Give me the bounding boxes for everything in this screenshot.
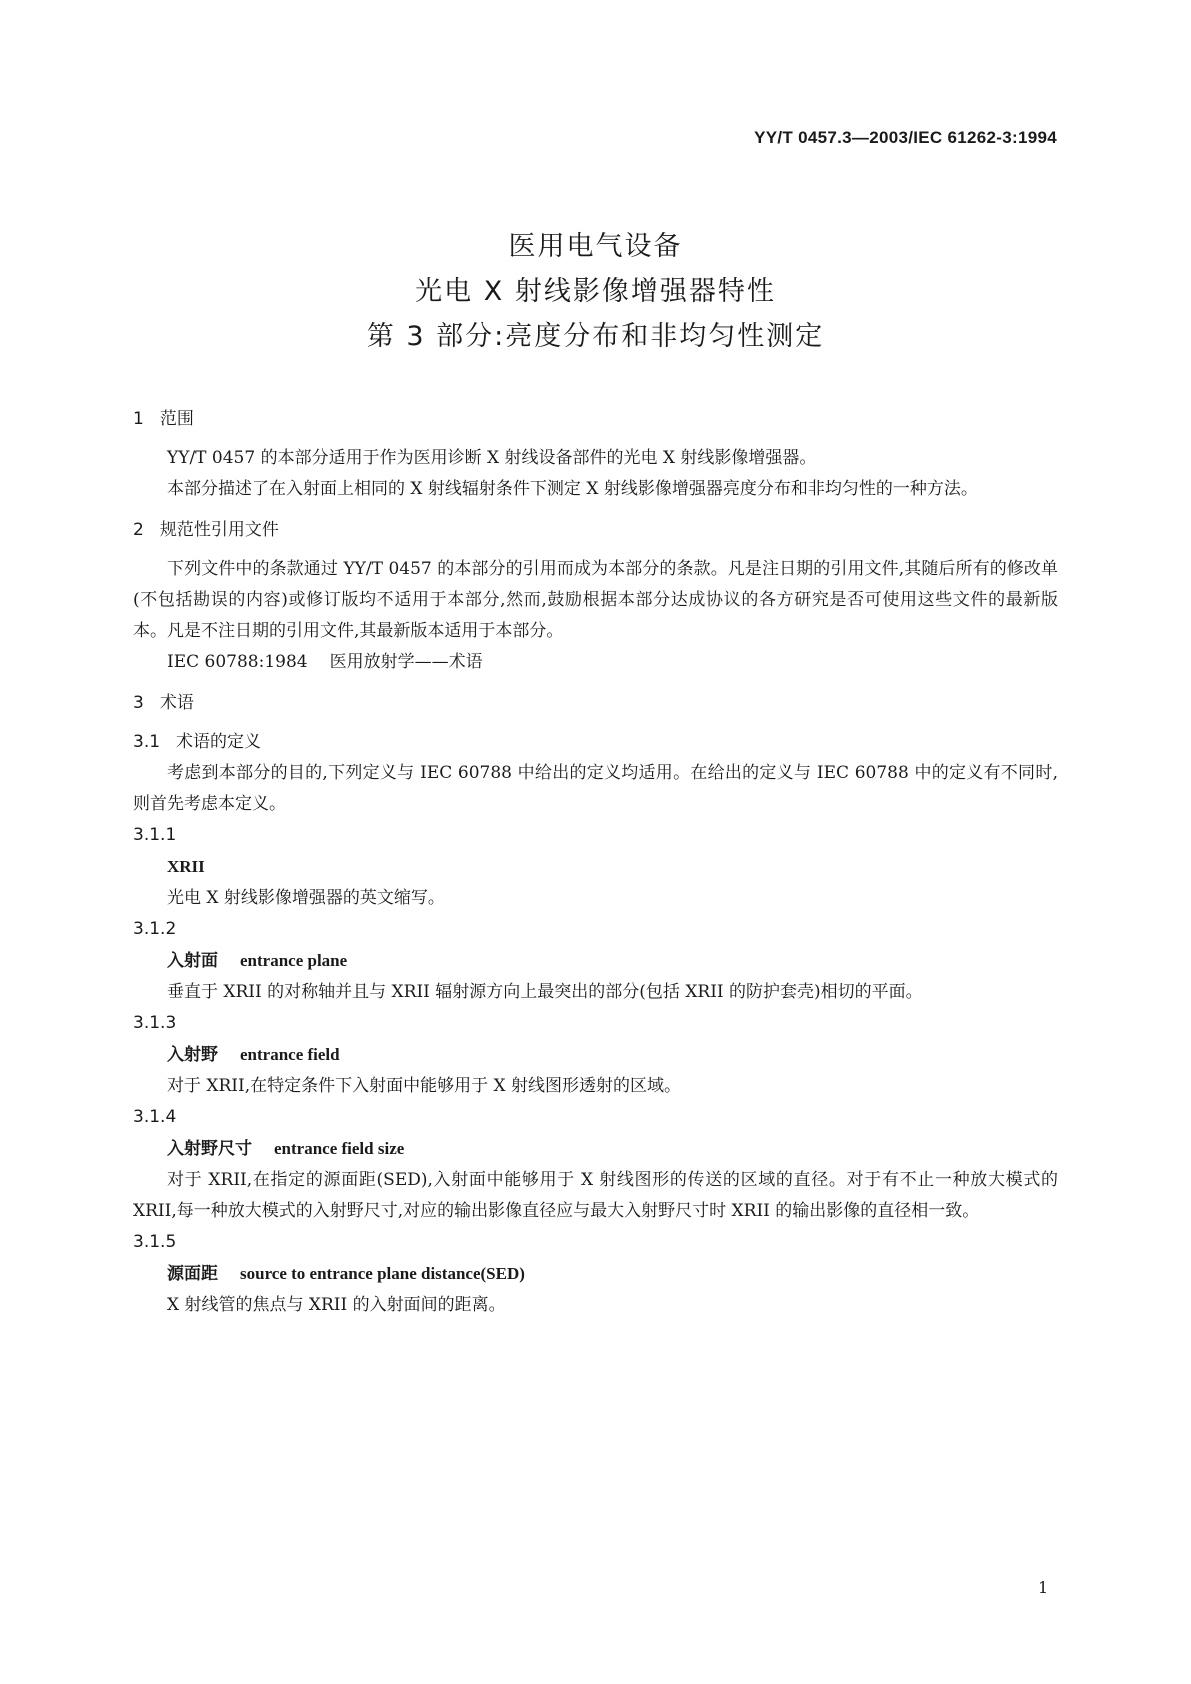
title-line-1: 医用电气设备	[508, 231, 683, 262]
reference-code: IEC 60788:1984	[167, 652, 308, 672]
section-title: 规范性引用文件	[159, 520, 279, 540]
section-number: 3	[133, 693, 144, 713]
term-english: XRII	[167, 857, 205, 876]
term-definition: 光电 X 射线影像增强器的英文缩写。	[167, 888, 445, 908]
title-line-2: 光电 X 射线影像增强器特性	[415, 276, 776, 307]
paragraph: 考虑到本部分的目的,下列定义与 IEC 60788 中给出的定义均适用。在给出的定义与 IEC 60788 中的定义有不同时,则首先考虑本定义。	[133, 763, 1058, 814]
term-chinese: 入射野尺寸	[167, 1139, 252, 1159]
term-chinese: 入射面	[167, 951, 218, 971]
term-number: 3.1.4	[133, 1107, 177, 1127]
term-number: 3.1.1	[133, 825, 177, 845]
paragraph: 下列文件中的条款通过 YY/T 0457 的本部分的引用而成为本部分的条款。凡是注日期的引用文件,其随后所有的修改单(不包括勘误的内容)或修订版均不适用于本部分,然而,鼓励根据本部分达成协议的各方研究是否可使用这些文件的最新版本。凡是不注日期的引用文件,其最新版本适用于本部分。	[133, 559, 1058, 641]
document-body	[133, 404, 1058, 1321]
term-number: 3.1.3	[133, 1013, 177, 1033]
term-definition: 对于 XRII,在指定的源面距(SED),入射面中能够用于 X 射线图形的传送的区域的直径。对于有不止一种放大模式的 XRII,每一种放大模式的入射野尺寸,对应的输出影像直径应与最大入射野尺寸时 XRII 的输出影像的直径相一致。	[133, 1170, 1058, 1221]
normative-reference	[133, 647, 1058, 678]
title-line-3: 第 3 部分:亮度分布和非均匀性测定	[366, 321, 825, 352]
term-definition: 对于 XRII,在特定条件下入射面中能够用于 X 射线图形透射的区域。	[167, 1076, 682, 1096]
term-heading	[133, 1258, 1058, 1290]
subsection-title: 术语的定义	[176, 732, 262, 752]
paragraph: YY/T 0457 的本部分适用于作为医用诊断 X 射线设备部件的光电 X 射线影像增强器。	[167, 448, 817, 468]
section-number: 2	[133, 520, 144, 540]
term-chinese: 入射野	[167, 1045, 218, 1065]
document-title	[0, 224, 1191, 359]
term-english: entrance field size	[274, 1139, 405, 1158]
term-chinese: 源面距	[167, 1264, 218, 1284]
subsection-number: 3.1	[133, 732, 161, 752]
term-heading	[133, 1039, 1058, 1071]
section-2-heading	[133, 515, 1058, 546]
term-heading	[133, 1133, 1058, 1165]
term-definition: X 射线管的焦点与 XRII 的入射面间的距离。	[167, 1295, 506, 1315]
reference-title: 医用放射学——术语	[329, 652, 483, 672]
standard-code: YY/T 0457.3—2003/IEC 61262-3:1994	[754, 128, 1057, 147]
section-3-heading	[133, 688, 1058, 719]
term-english: entrance plane	[240, 951, 348, 970]
subsection-3-1-heading	[133, 727, 1058, 758]
section-number: 1	[133, 409, 144, 429]
section-title: 范围	[159, 409, 194, 429]
term-definition: 垂直于 XRII 的对称轴并且与 XRII 辐射源方向上最突出的部分(包括 XRII 的防护套壳)相切的平面。	[167, 982, 923, 1002]
term-heading	[133, 851, 1058, 883]
term-heading	[133, 945, 1058, 977]
term-number: 3.1.2	[133, 919, 177, 939]
page-number: 1	[1038, 1578, 1049, 1597]
section-1-heading	[133, 404, 1058, 435]
paragraph: 本部分描述了在入射面上相同的 X 射线辐射条件下测定 X 射线影像增强器亮度分布和非均匀性的一种方法。	[167, 479, 978, 499]
section-title: 术语	[159, 693, 194, 713]
term-english: entrance field	[240, 1045, 340, 1064]
term-english: source to entrance plane distance(SED)	[240, 1264, 525, 1283]
term-number: 3.1.5	[133, 1232, 177, 1252]
